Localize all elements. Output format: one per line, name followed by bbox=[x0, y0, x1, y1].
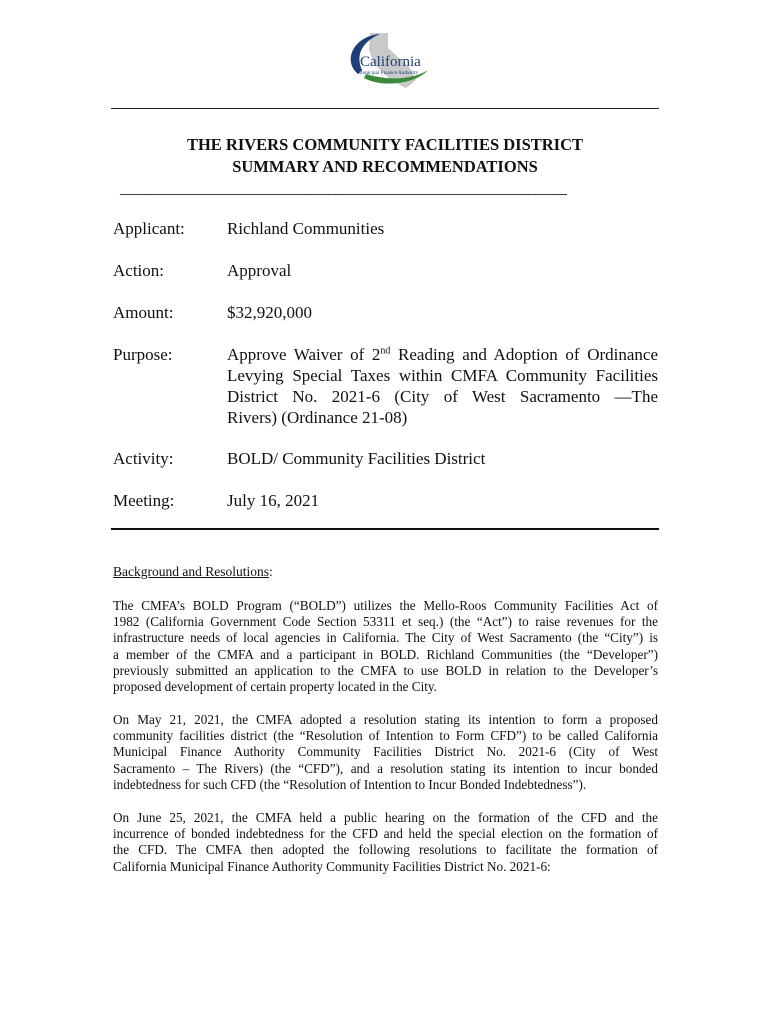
paragraph-line: On June 25, 2021, the CMFA held a public hearing on the formation of the CFD and the bbox=[113, 810, 658, 825]
purpose-line-3: District No. 2021-6 (City of West Sacramento —The bbox=[227, 387, 658, 406]
paragraph-line: 1982 (California Government Code Section 53311 et seq.) (the “Act”) to raise revenues for the bbox=[113, 614, 658, 630]
ordinal-suffix: nd bbox=[380, 345, 391, 357]
purpose-line-2: Levying Special Taxes within CMFA Community Facilities bbox=[227, 366, 658, 385]
paragraph-line: Sacramento – The Rivers) (the “CFD”), and a resolution stating its intention to incur bonded bbox=[113, 760, 658, 776]
paragraph-line: infrastructure needs of local agencies in California. The City of West Sacramento (the “City”) is bbox=[113, 630, 658, 646]
purpose-value bbox=[227, 344, 658, 428]
meeting-label: Meeting: bbox=[113, 491, 175, 510]
paragraph-line: community facilities district (the “Resolution of Intention to Form CFD”) to be called California bbox=[113, 728, 658, 744]
background-paragraph-2 bbox=[113, 712, 658, 793]
paragraph-line: previously submitted an application to the CMFA to use BOLD in relation to the Developer’s bbox=[113, 662, 658, 678]
activity-value: BOLD/ Community Facilities District bbox=[227, 449, 486, 468]
paragraph-line: proposed development of certain property located in the City. bbox=[113, 679, 437, 695]
top-rule bbox=[111, 108, 659, 109]
paragraph-line: The CMFA’s BOLD Program (“BOLD”) utilizes the Mello-Roos Community Facilities Act of bbox=[113, 598, 658, 613]
document-title-line1: THE RIVERS COMMUNITY FACILITIES DISTRICT bbox=[186, 135, 584, 154]
paragraph-line: the CFD. The CMFA then adopted the following resolutions to facilitate the formation of bbox=[113, 842, 658, 858]
action-label: Action: bbox=[113, 261, 164, 280]
paragraph-line: Municipal Finance Authority Community Facilities District No. 2021-6 (City of West bbox=[113, 744, 658, 760]
background-heading: Background and Resolutions: bbox=[113, 564, 273, 579]
california-municipal-finance-authority-logo bbox=[336, 30, 436, 92]
amount-value: $32,920,000 bbox=[227, 303, 312, 322]
background-paragraph-3 bbox=[113, 810, 658, 875]
activity-label: Activity: bbox=[113, 449, 174, 468]
purpose-line-1: Approve Waiver of 2nd Reading and Adoption of Ordinance bbox=[227, 345, 658, 364]
background-paragraph-1 bbox=[113, 598, 658, 695]
paragraph-line: indebtedness for such CFD (the “Resolution of Intention to Incur Bonded Indebtedness”). bbox=[113, 776, 587, 792]
purpose-line-4: Rivers) (Ordinance 21-08) bbox=[227, 408, 408, 427]
purpose-label: Purpose: bbox=[113, 345, 173, 364]
paragraph-line: California Municipal Finance Authority Community Facilities District No. 2021-6: bbox=[113, 858, 551, 874]
applicant-value: Richland Communities bbox=[227, 219, 385, 238]
amount-label: Amount: bbox=[113, 303, 174, 322]
action-value: Approval bbox=[227, 261, 292, 280]
paragraph-line: incurrence of bonded indebtedness for the CFD and held the special election on the formation of bbox=[113, 826, 658, 842]
meeting-value: July 16, 2021 bbox=[227, 491, 320, 510]
logo-main-text: California bbox=[360, 54, 421, 70]
cmfa-logo-graphic bbox=[336, 30, 436, 92]
document-title-line2: SUMMARY AND RECOMMENDATIONS bbox=[232, 157, 538, 176]
applicant-label: Applicant: bbox=[113, 219, 185, 238]
logo-sub-text: Municipal Finance Authority bbox=[358, 70, 419, 76]
title-underline: __________________________________________________________ bbox=[120, 180, 567, 197]
paragraph-line: On May 21, 2021, the CMFA adopted a resolution stating its intention to form a proposed bbox=[113, 712, 658, 727]
bottom-rule bbox=[111, 528, 659, 530]
paragraph-line: a member of the CMFA and a participant in BOLD. Richland Communities (the “Developer”) bbox=[113, 646, 658, 662]
